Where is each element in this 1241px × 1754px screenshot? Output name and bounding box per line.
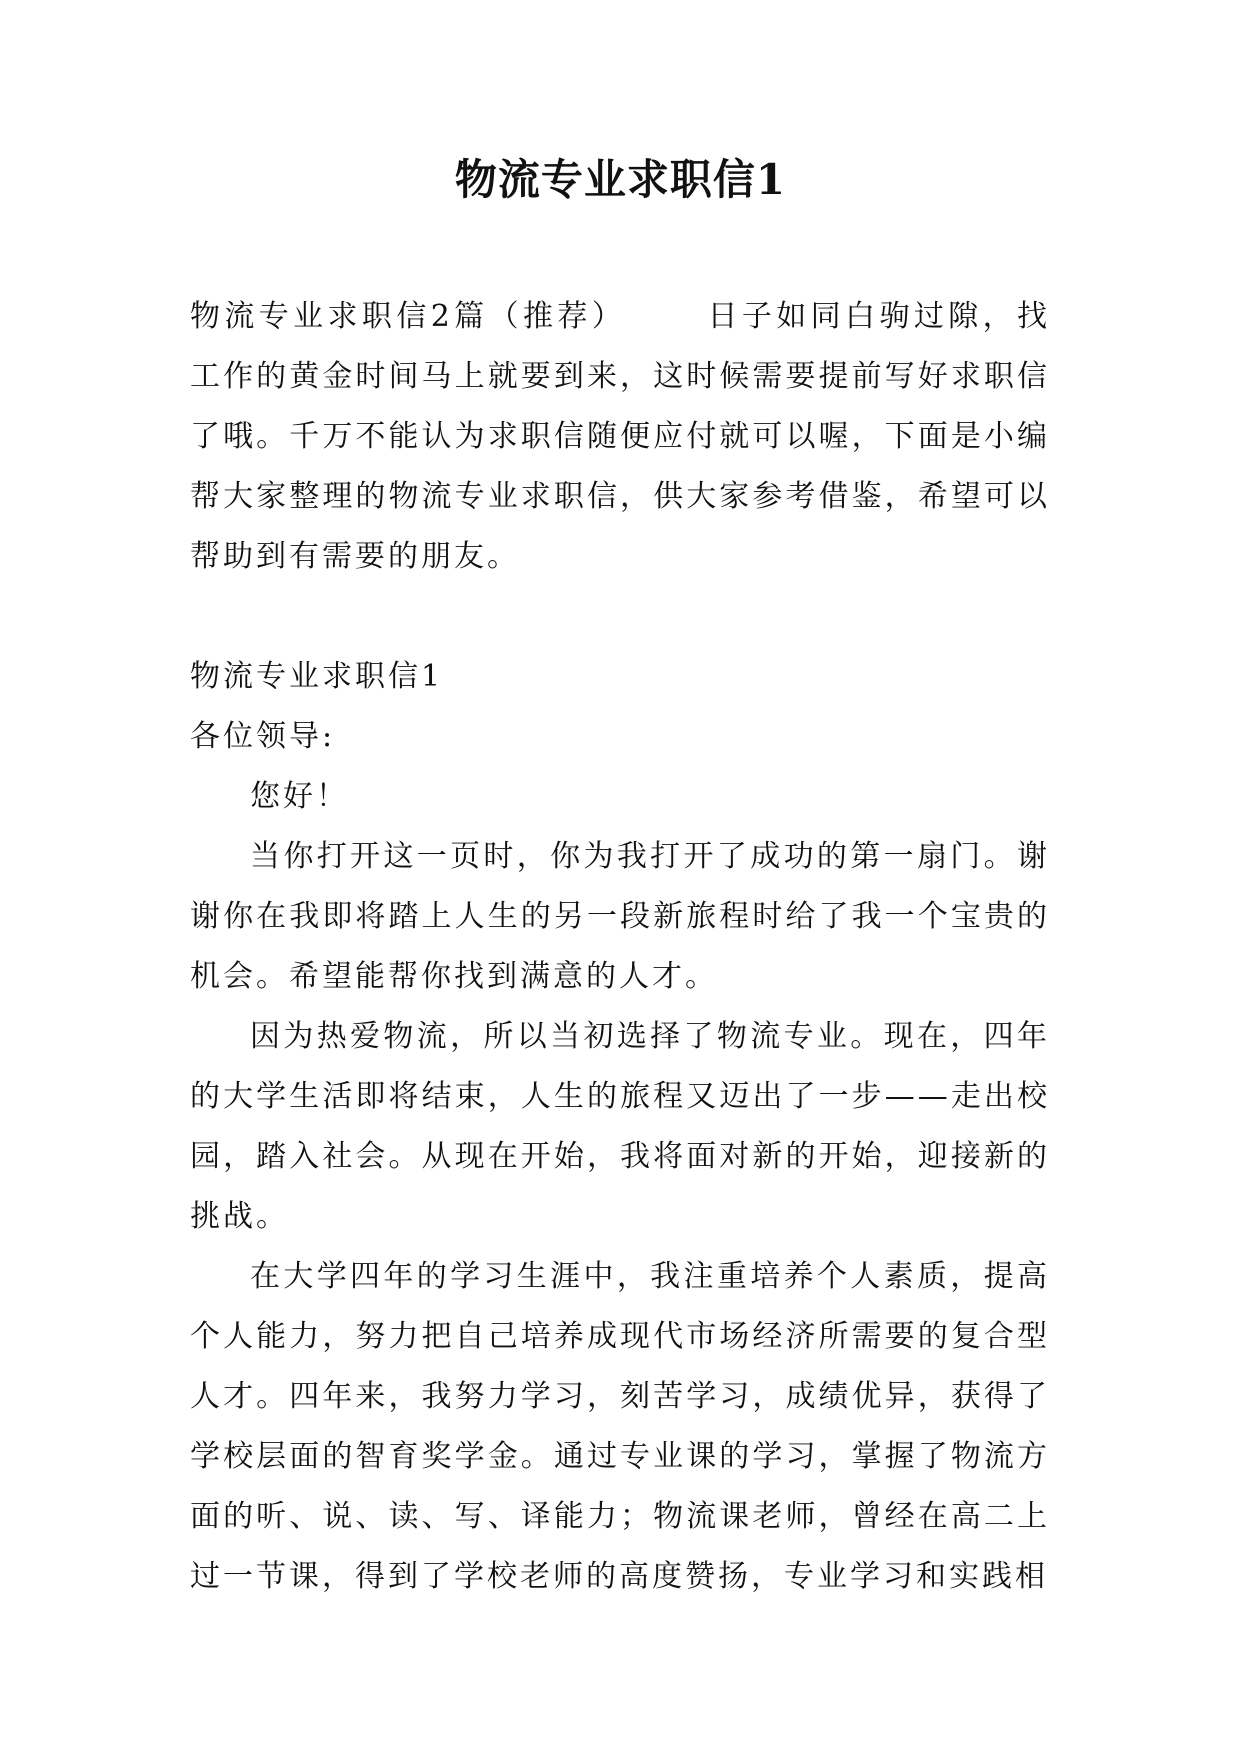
salutation: 各位领导: — [190, 719, 336, 754]
body-paragraph-3: 在大学四年的学习生涯中，我注重培养个人素质，提高个人能力，努力把自己培养成现代市场经济所需要的复合型人才。四年来，我努力学习，刻苦学习，成绩优异，获得了学校层面的智育奖学金。通过专业课的学习，掌握了物流方面的听、说、读、写、译能力；物流课老师，曾经在高二上过一节课，得到了学校老师的高度赞扬，专业学习和实践相 — [190, 1259, 1050, 1594]
intro-paragraph — [190, 287, 1050, 587]
intro-body: 日子如同白驹过隙，找工作的黄金时间马上就要到来，这时候需要提前写好求职信了哦。千万不能认为求职信随便应付就可以喔，下面是小编帮大家整理的物流专业求职信，供大家参考借鉴，希望可以帮助到有需要的朋友。 — [190, 299, 1050, 574]
body-paragraph-2: 因为热爱物流，所以当初选择了物流专业。现在，四年的大学生活即将结束，人生的旅程又迈出了一步——走出校园，踏入社会。从现在开始，我将面对新的开始，迎接新的挑战。 — [190, 1019, 1050, 1234]
page-title: 物流专业求职信1 — [454, 155, 787, 204]
letter-title: 物流专业求职信1 — [190, 659, 444, 694]
section-spacer — [190, 587, 1050, 647]
document-body — [190, 287, 1050, 1607]
body-paragraph-1: 当你打开这一页时，你为我打开了成功的第一扇门。谢谢你在我即将踏上人生的另一段新旅程时给了我一个宝贵的机会。希望能帮你找到满意的人才。 — [190, 839, 1050, 994]
greeting: 您好！ — [250, 779, 349, 814]
intro-heading: 物流专业求职信2篇（推荐） — [190, 299, 627, 334]
